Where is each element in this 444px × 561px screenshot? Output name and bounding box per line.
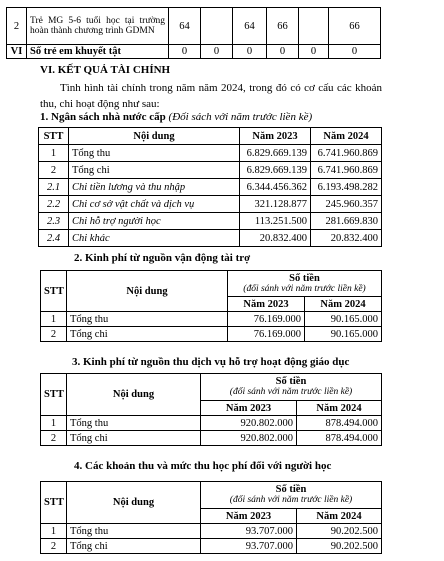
col-header: Nội dung <box>67 482 201 524</box>
value-cell: 93.707.000 <box>201 539 297 554</box>
col-header: Năm 2024 <box>305 297 382 312</box>
value-cell: 90.202.500 <box>297 524 382 539</box>
value-cell: 113.251.500 <box>240 213 311 230</box>
value-cell: 90.165.000 <box>305 327 382 342</box>
stt-cell: 2.1 <box>39 179 69 196</box>
child-stats-table <box>6 7 381 59</box>
value-cell: 66 <box>267 8 299 45</box>
value-cell: 245.960.357 <box>311 196 382 213</box>
value-cell: 920.802.000 <box>201 416 297 431</box>
col-header: Nội dung <box>67 271 228 312</box>
row-label: Tổng thu <box>69 145 240 162</box>
value-cell <box>201 8 233 45</box>
amount-note: (đối sánh với năm trước liền kề) <box>243 283 366 294</box>
col-header: Năm 2024 <box>297 401 382 416</box>
amount-header <box>201 482 382 509</box>
stt-cell: 2 <box>39 162 69 179</box>
stt-cell: 2 <box>41 431 67 446</box>
row-label: Chi khác <box>69 230 240 247</box>
stt-cell: 2.4 <box>39 230 69 247</box>
value-cell: 66 <box>329 8 381 45</box>
amount-label: Số tiền <box>289 272 320 284</box>
value-cell: 0 <box>169 45 201 59</box>
value-cell: 0 <box>267 45 299 59</box>
heading-note: (Đối sách với năm trước liền kề) <box>168 111 313 123</box>
value-cell: 90.202.500 <box>297 539 382 554</box>
table-row <box>39 230 382 247</box>
stt-cell: 1 <box>41 416 67 431</box>
heading-tuition: 4. Các khoản thu và mức thu học phí đối với người học <box>74 460 332 472</box>
value-cell: 0 <box>201 45 233 59</box>
table-row <box>41 431 382 446</box>
section-title: VI. KẾT QUẢ TÀI CHÍNH <box>40 64 171 76</box>
table-header <box>39 128 382 145</box>
value-cell: 76.169.000 <box>228 327 305 342</box>
col-header: STT <box>39 128 69 145</box>
col-header: Năm 2023 <box>240 128 311 145</box>
tuition-table <box>40 481 382 554</box>
stt-cell: 2.3 <box>39 213 69 230</box>
table-row <box>41 416 382 431</box>
amount-label: Số tiền <box>275 484 307 495</box>
amount-note: (đối sánh với năm trước liền kề) <box>229 387 353 397</box>
stt-cell: 1 <box>41 524 67 539</box>
col-header: STT <box>41 271 67 312</box>
value-cell: 0 <box>233 45 267 59</box>
table-row <box>39 145 382 162</box>
intro-paragraph: Tình hình tài chính trong năm năm 2024, trong đó có cơ cấu các khoản thu, chi hoạt động như sau: <box>40 82 382 110</box>
heading-service-revenue: 3. Kinh phí từ nguồn thu dịch vụ hỗ trợ hoạt động giáo dục <box>72 356 350 368</box>
value-cell: 0 <box>329 45 381 59</box>
table-row <box>39 213 382 230</box>
table-row <box>39 196 382 213</box>
value-cell: 321.128.877 <box>240 196 311 213</box>
budget-table <box>38 127 382 247</box>
heading-sponsorship: 2. Kinh phí từ nguồn vận động tài trợ <box>74 252 251 264</box>
service-revenue-table <box>40 373 382 446</box>
value-cell: 920.802.000 <box>201 431 297 446</box>
stt-cell: 2 <box>7 8 27 45</box>
value-cell: 6.741.960.869 <box>311 162 382 179</box>
value-cell: 6.193.498.282 <box>311 179 382 196</box>
row-label: Chi tiền lương và thu nhập <box>69 179 240 196</box>
stt-cell: VI <box>7 45 27 59</box>
row-label: Tổng thu <box>67 312 228 327</box>
table-row <box>41 524 382 539</box>
value-cell: 93.707.000 <box>201 524 297 539</box>
table-row <box>39 162 382 179</box>
row-label: Tổng chi <box>67 539 201 554</box>
table-header <box>41 482 382 509</box>
table-row <box>41 539 382 554</box>
stt-cell: 2.2 <box>39 196 69 213</box>
stt-cell: 2 <box>41 539 67 554</box>
value-cell: 0 <box>299 45 329 59</box>
table-row <box>7 8 381 45</box>
value-cell: 6.829.669.139 <box>240 145 311 162</box>
stt-cell: 1 <box>41 312 67 327</box>
table-header <box>41 271 382 297</box>
value-cell <box>299 8 329 45</box>
value-cell: 6.829.669.139 <box>240 162 311 179</box>
value-cell: 20.832.400 <box>240 230 311 247</box>
row-label: Số trẻ em khuyết tật <box>27 45 169 59</box>
col-header: Nội dung <box>67 374 201 416</box>
col-header: Năm 2024 <box>297 509 382 524</box>
col-header: Năm 2023 <box>201 401 297 416</box>
value-cell: 878.494.000 <box>297 416 382 431</box>
amount-header <box>201 374 382 401</box>
table-row <box>39 179 382 196</box>
stt-cell: 2 <box>41 327 67 342</box>
row-label: Chi cơ sở vật chất và dịch vụ <box>69 196 240 213</box>
col-header: STT <box>41 374 67 416</box>
table-header <box>41 374 382 401</box>
row-label: Tổng chi <box>69 162 240 179</box>
amount-header <box>228 271 382 297</box>
row-label: Tổng chi <box>67 431 201 446</box>
value-cell: 878.494.000 <box>297 431 382 446</box>
col-header: Năm 2023 <box>201 509 297 524</box>
value-cell: 281.669.830 <box>311 213 382 230</box>
value-cell: 6.344.456.362 <box>240 179 311 196</box>
col-header: Nội dung <box>69 128 240 145</box>
row-label: Chi hỗ trợ người học <box>69 213 240 230</box>
table-row <box>41 327 382 342</box>
value-cell: 6.741.960.869 <box>311 145 382 162</box>
value-cell: 76.169.000 <box>228 312 305 327</box>
table-row <box>7 45 381 59</box>
row-label: Trẻ MG 5-6 tuổi học tại trường hoàn thành chương trình GDMN <box>27 8 169 45</box>
col-header: STT <box>41 482 67 524</box>
table-row <box>41 312 382 327</box>
value-cell: 64 <box>169 8 201 45</box>
col-header: Năm 2024 <box>311 128 382 145</box>
stt-cell: 1 <box>39 145 69 162</box>
value-cell: 90.165.000 <box>305 312 382 327</box>
value-cell: 20.832.400 <box>311 230 382 247</box>
row-label: Tổng chi <box>67 327 228 342</box>
amount-label: Số tiền <box>275 376 307 387</box>
row-label: Tổng thu <box>67 524 201 539</box>
row-label: Tổng thu <box>67 416 201 431</box>
col-header: Năm 2023 <box>228 297 305 312</box>
heading-text: 1. Ngân sách nhà nước cấp <box>40 111 166 123</box>
sponsorship-table <box>40 270 382 342</box>
value-cell: 64 <box>233 8 267 45</box>
heading-budget <box>40 111 312 123</box>
amount-note: (đối sánh với năm trước liền kề) <box>229 495 353 505</box>
